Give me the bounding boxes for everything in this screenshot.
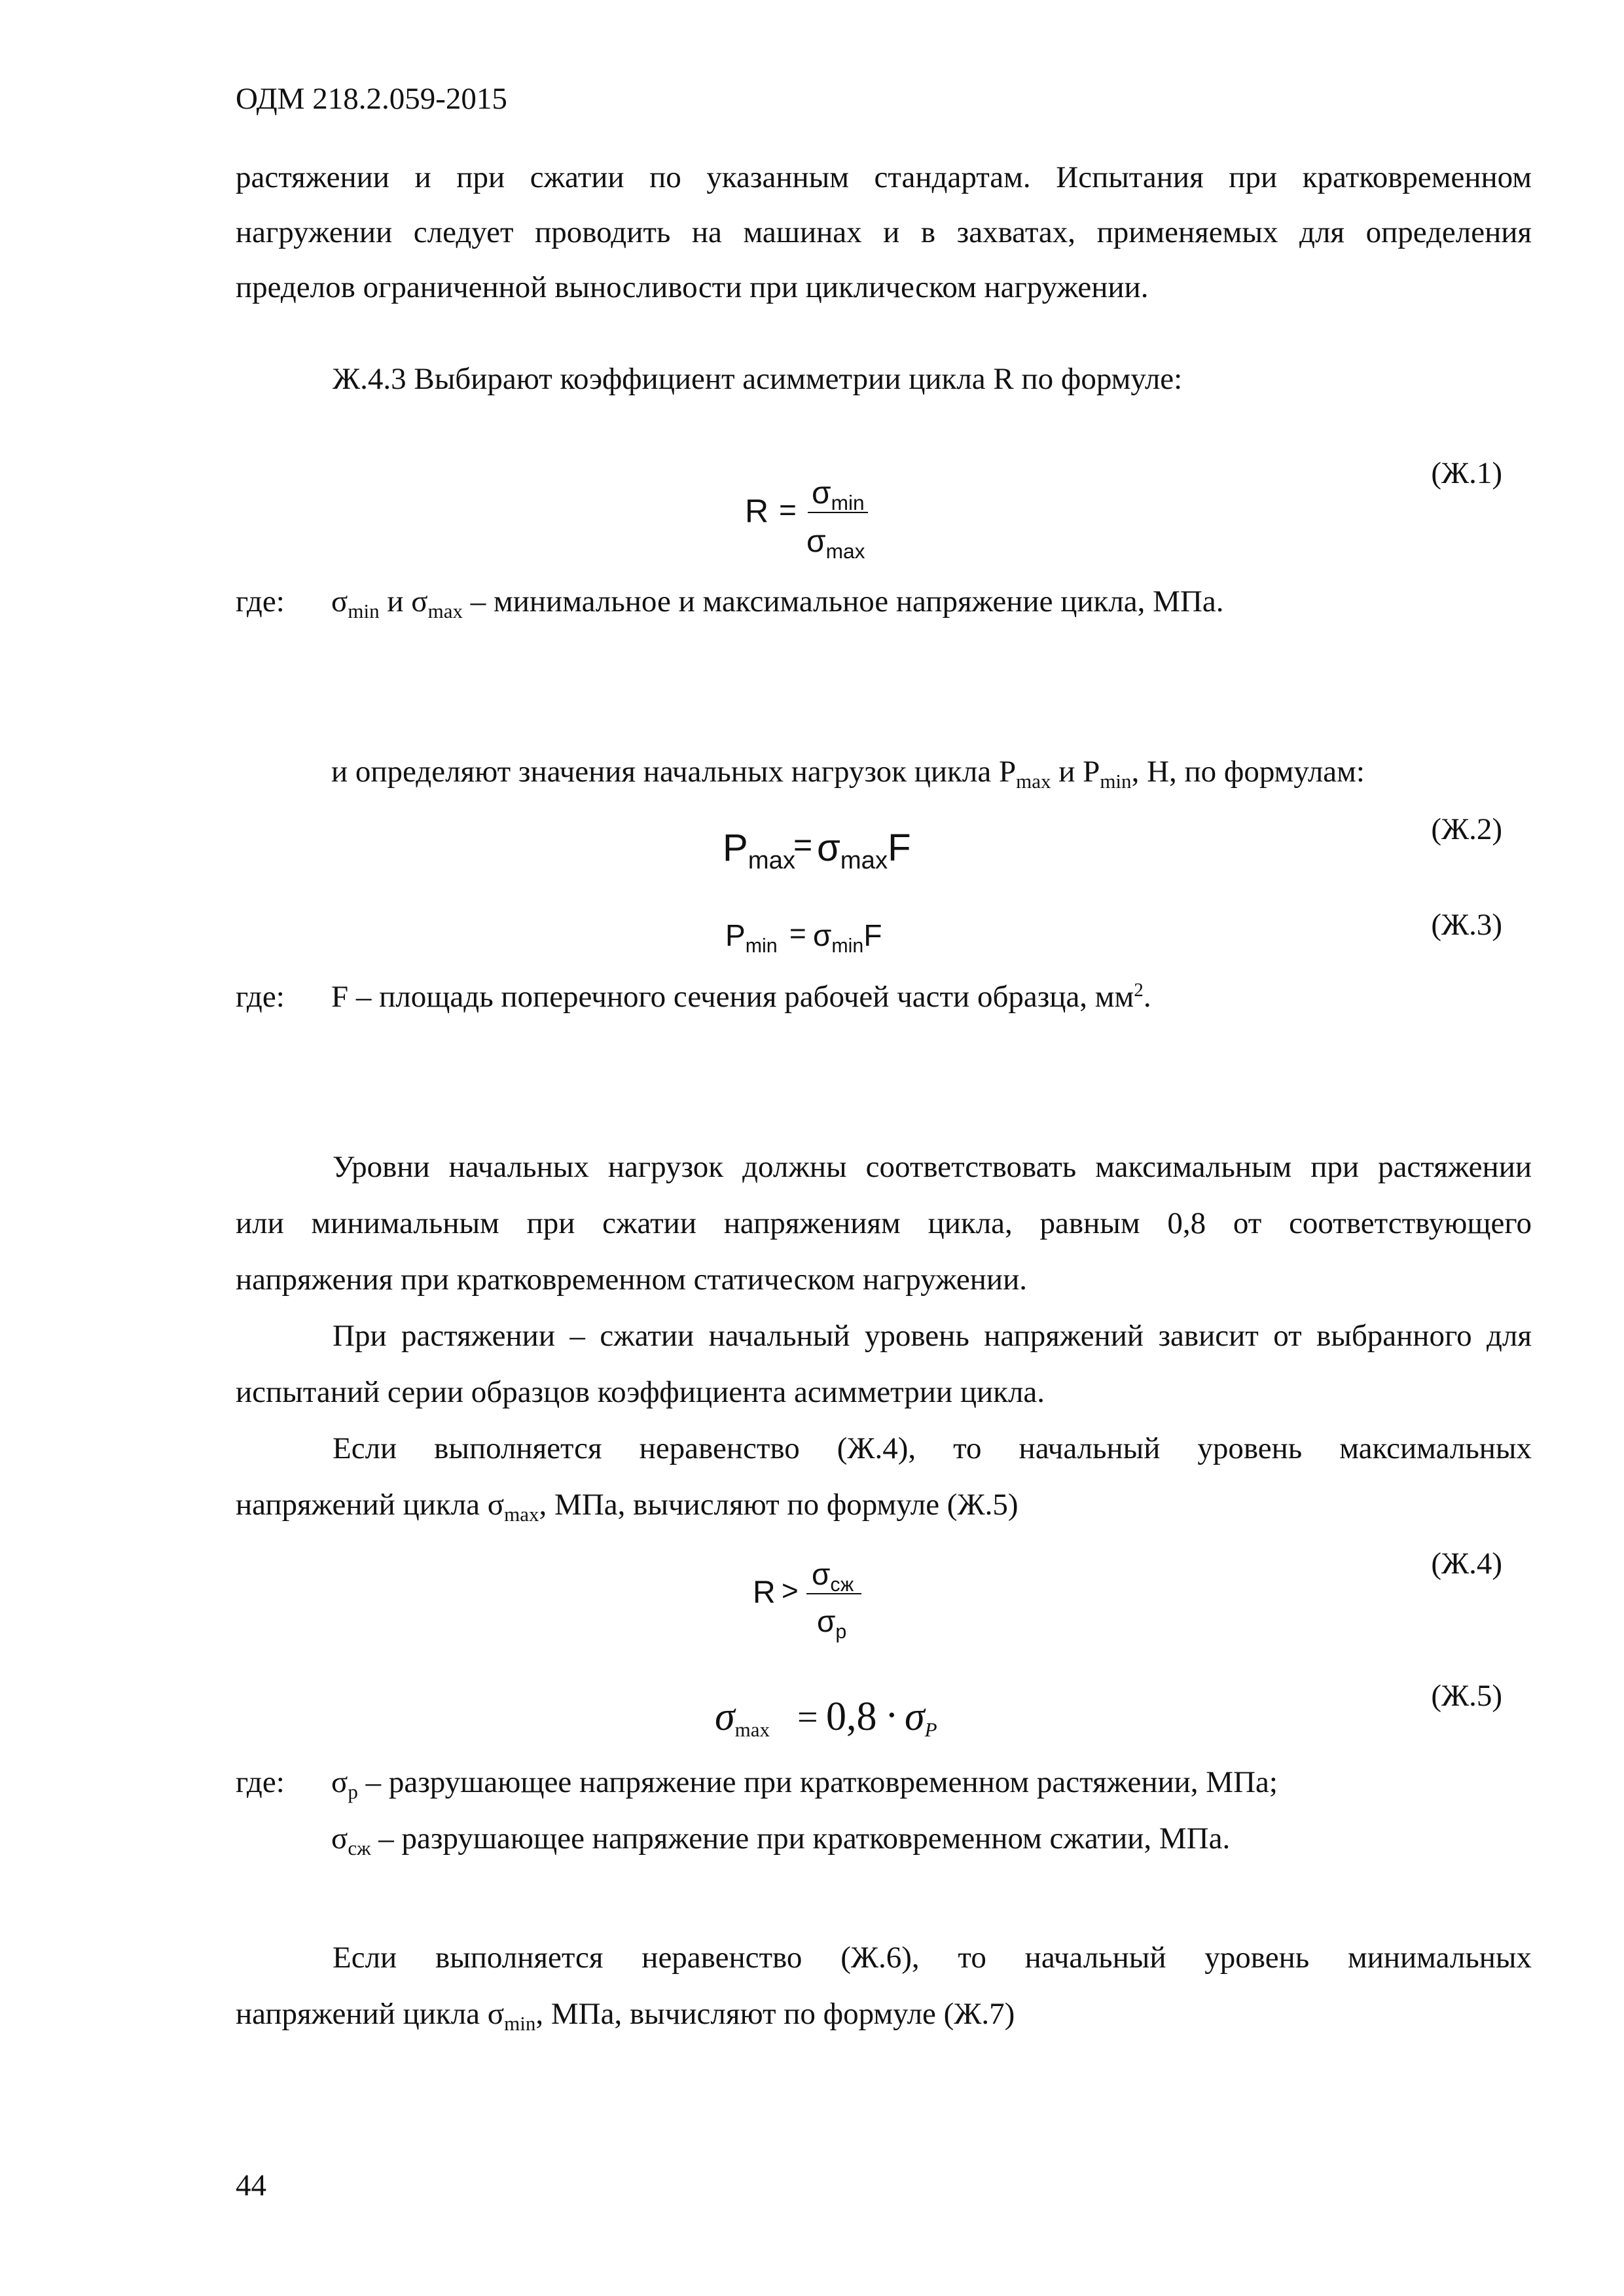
- paragraph-line: напряжений цикла $\sigma_{max}$, МПа, вычисляют по формуле (Ж.5): [236, 1488, 1019, 1526]
- formula-lhs: σmax: [715, 1695, 770, 1741]
- where-definition: $\sigma_{сж}$ – разрушающее напряжение при кратковременном сжатии, МПа.: [331, 1821, 1231, 1859]
- paragraph-line: испытаний серии образцов коэффициента асимметрии цикла.: [236, 1375, 1045, 1409]
- formula-denominator: $\sigma_р$: [817, 1604, 847, 1643]
- paragraph-line: Если выполняется неравенство (Ж.6), то начальный уровень минимальных: [333, 1941, 1532, 1975]
- formula-operator: =: [789, 918, 806, 950]
- equation-number: (Ж.4): [1431, 1547, 1502, 1581]
- paragraph-line: растяжении и при сжатии по указанным стандартам. Испытания при кратковременном: [236, 160, 1532, 194]
- formula-rhs: $\sigma_{min}F$: [813, 918, 882, 957]
- paragraph-line: напряжения при кратковременном статическом нагружении.: [236, 1263, 1027, 1297]
- where-definition: $\sigma_{min}$ и $\sigma_{max}$ – минимальное и максимальное напряжение цикла, МПа.: [331, 584, 1224, 622]
- paragraph-line: или минимальным при сжатии напряжениям цикла, равным 0,8 от соответствующего: [236, 1206, 1532, 1240]
- document-code: ОДМ 218.2.059-2015: [236, 82, 507, 116]
- paragraph-line: Если выполняется неравенство (Ж.4), то начальный уровень максимальных: [333, 1431, 1532, 1465]
- formula-dot: ·: [885, 1693, 899, 1738]
- formula-lhs: $P_{min}$: [725, 918, 778, 957]
- paragraph-line: пределов ограниченной выносливости при циклическом нагружении.: [236, 270, 1149, 304]
- where-label: где:: [236, 980, 285, 1014]
- paragraph-line: При растяжении – сжатии начальный уровень напряжений зависит от выбранного для: [333, 1319, 1532, 1353]
- formula-lhs: $P_{max}$: [723, 827, 795, 875]
- formula-operator: =: [793, 827, 813, 863]
- formula-numerator: $\sigma_{сж}$: [812, 1557, 854, 1596]
- formula-lhs: R: [745, 493, 769, 529]
- equation-number: (Ж.1): [1431, 456, 1502, 490]
- page-number: 44: [236, 2168, 266, 2202]
- formula-coefficient: 0,8: [826, 1695, 877, 1739]
- equation-number: (Ж.2): [1431, 812, 1502, 846]
- equation-number: (Ж.5): [1431, 1679, 1502, 1713]
- formula-rhs: σP: [905, 1695, 937, 1741]
- formula-operator: =: [797, 1697, 818, 1738]
- paragraph-line: нагружении следует проводить на машинах и в захватах, применяемых для определения: [236, 215, 1532, 249]
- where-definition: F – площадь поперечного сечения рабочей части образца, $мм^2$.: [331, 979, 1151, 1014]
- formula-operator: =: [779, 493, 797, 527]
- fraction-bar: [808, 512, 868, 513]
- formula-numerator: $\sigma_{min}$: [812, 476, 865, 515]
- formula-rhs: $\sigma_{max}F$: [817, 827, 911, 875]
- paragraph-line: Уровни начальных нагрузок должны соответствовать максимальным при растяжении: [333, 1150, 1532, 1184]
- where-label: где:: [236, 1765, 285, 1799]
- fraction-bar: [806, 1593, 861, 1594]
- formula-denominator: $\sigma_{max}$: [806, 524, 865, 564]
- paragraph-line: напряжений цикла $\sigma_{min}$, МПа, вычисляют по формуле (Ж.7): [236, 1997, 1015, 2035]
- where-definition: $\sigma_р$ – разрушающее напряжение при кратковременном растяжении, МПа;: [331, 1765, 1278, 1803]
- where-label: где:: [236, 584, 285, 619]
- equation-number: (Ж.3): [1431, 908, 1502, 942]
- formula-operator: >: [782, 1575, 799, 1607]
- formula-lhs: R: [753, 1575, 776, 1610]
- clause-heading: Ж.4.3 Выбирают коэффициент асимметрии цикла R по формуле:: [333, 362, 1183, 396]
- paragraph-line: и определяют значения начальных нагрузок цикла $P_{max}$ и $P_{min}$, Н, по формулам:: [331, 755, 1365, 793]
